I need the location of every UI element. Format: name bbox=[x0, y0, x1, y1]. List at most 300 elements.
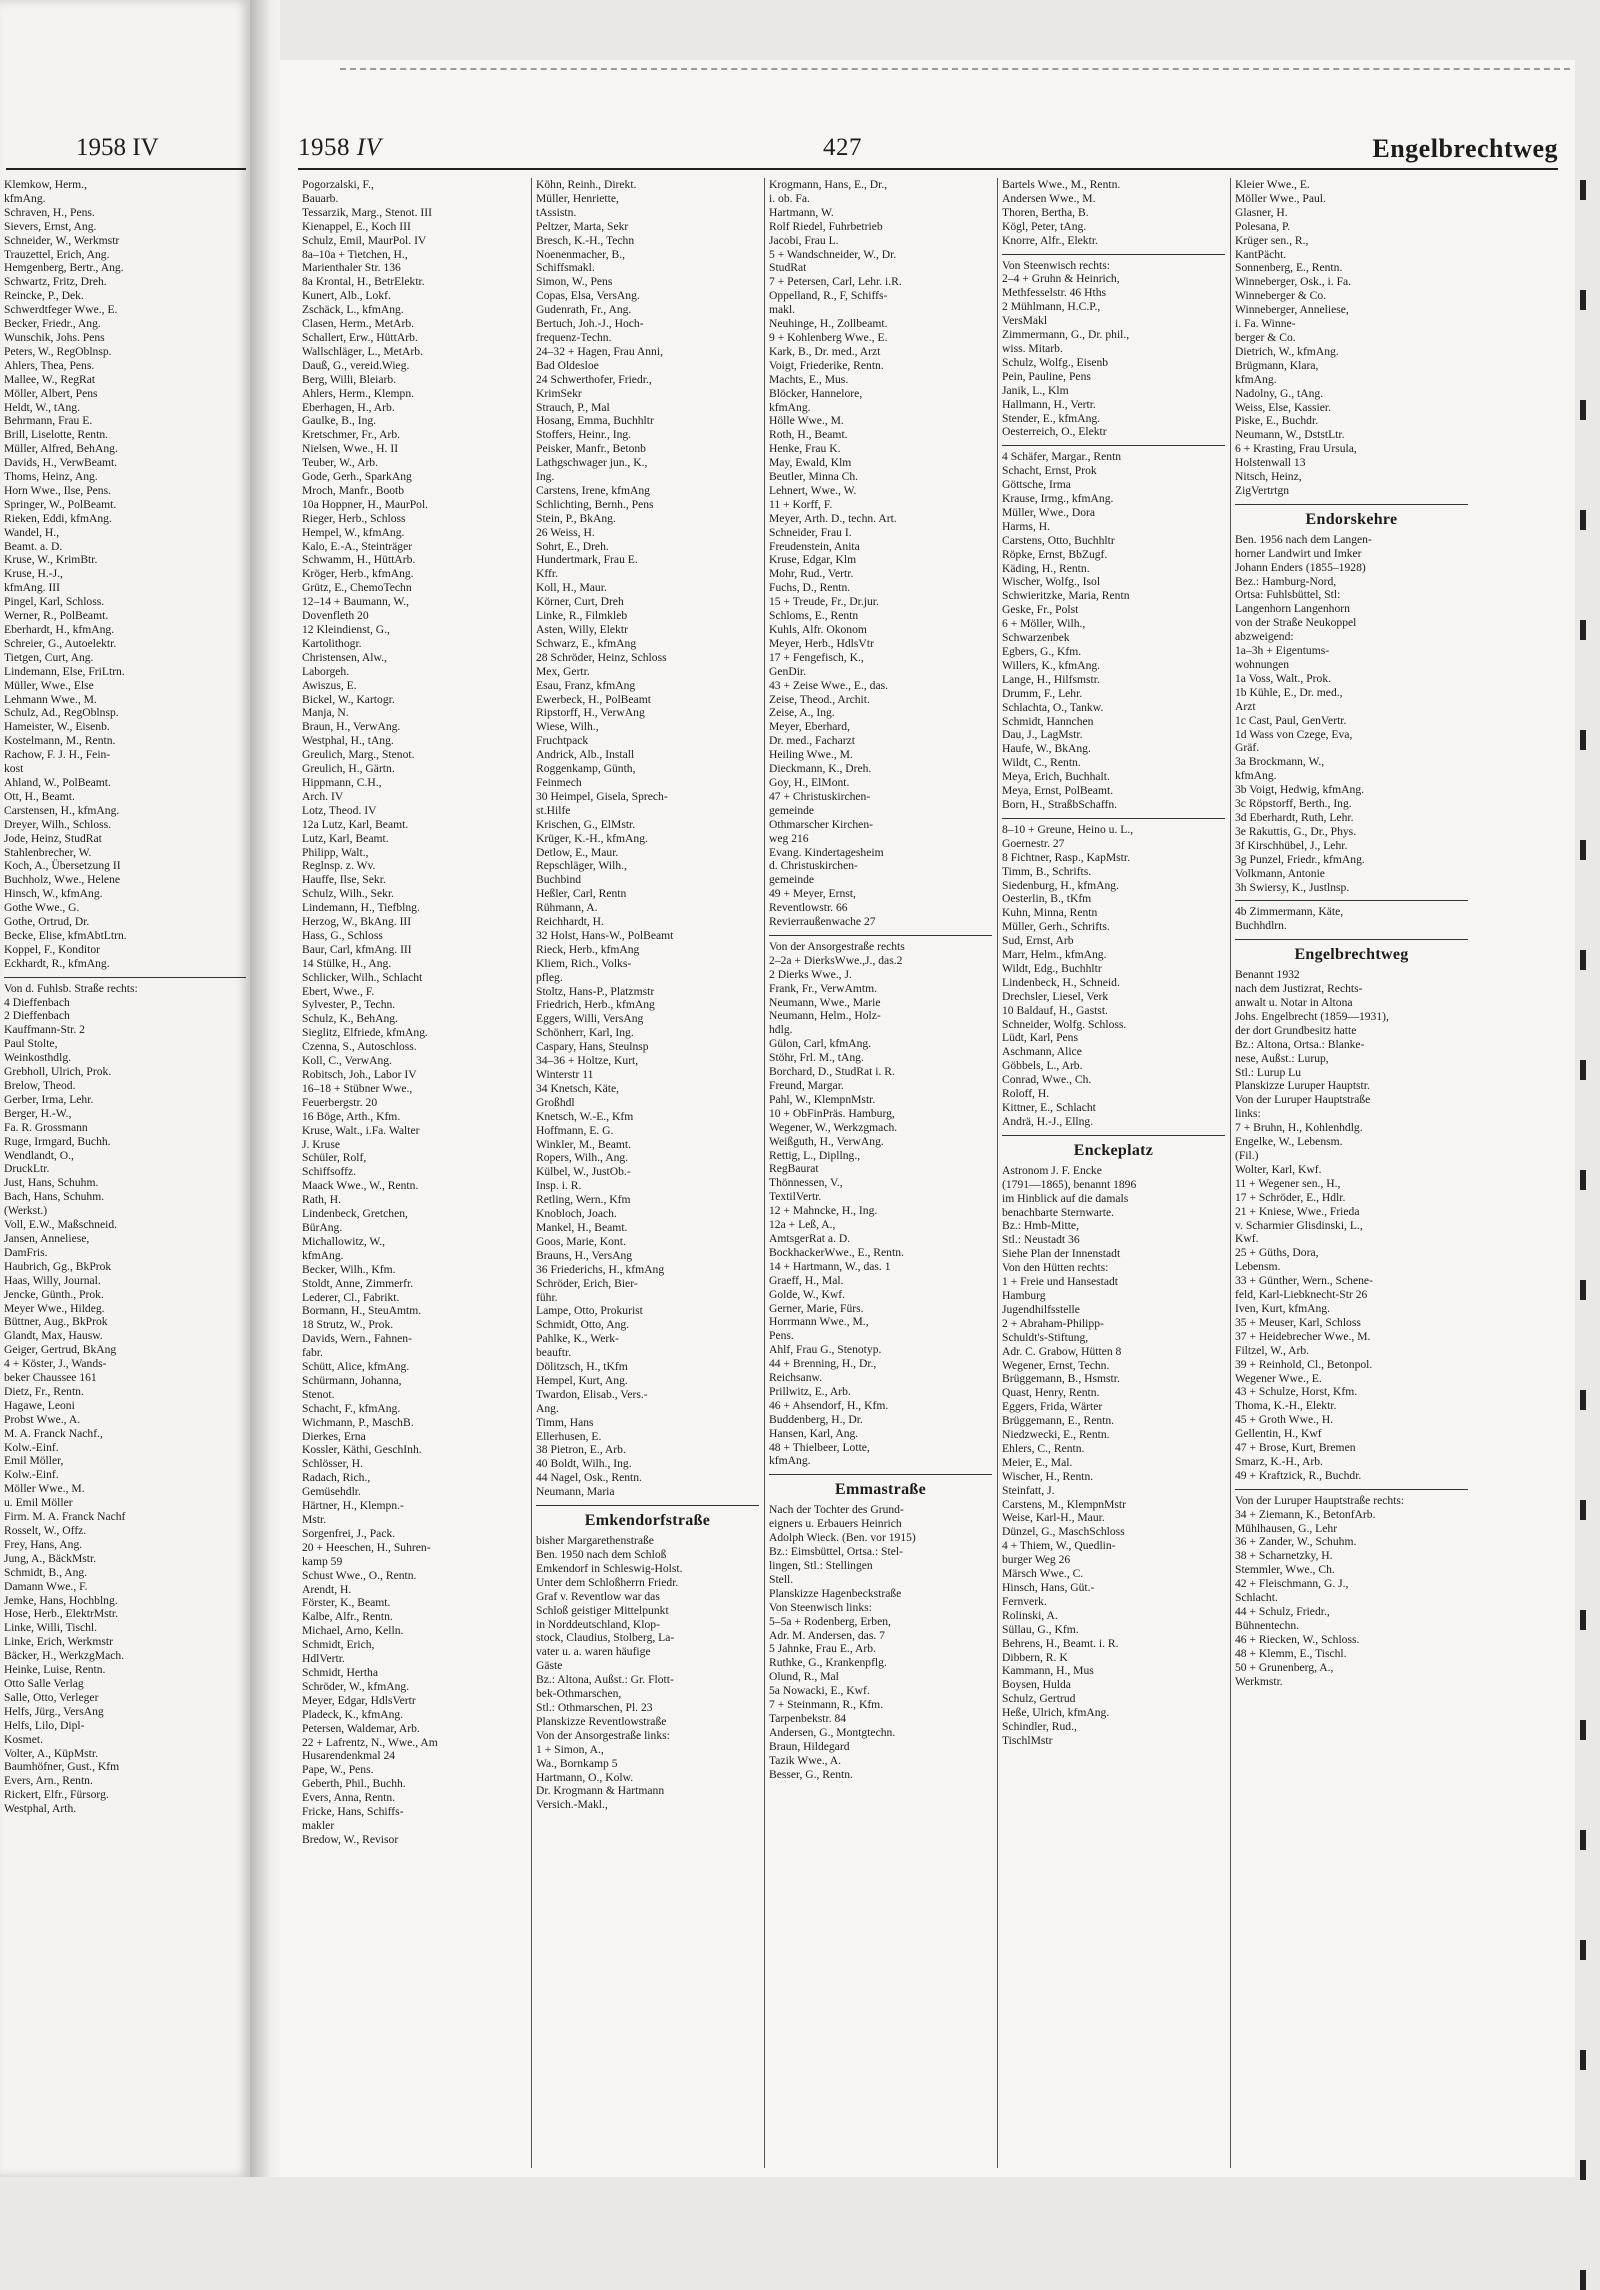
directory-entry: Möller Wwe., M. bbox=[4, 1482, 85, 1496]
directory-entry: Davids, H., VerwBeamt. bbox=[4, 456, 118, 470]
directory-entry: Schulz, Gertrud bbox=[1002, 1692, 1076, 1706]
directory-entry: Lüdt, Karl, Pens bbox=[1002, 1031, 1078, 1045]
directory-entry: Kienappel, E., Koch III bbox=[302, 219, 411, 233]
directory-entry: Linke, R., Filmkleb bbox=[536, 609, 628, 623]
directory-entry: kfmAng. bbox=[769, 400, 811, 414]
directory-entry: Reglnsp. z. Wv. bbox=[302, 859, 376, 873]
directory-entry: Müller, Henriette, bbox=[536, 191, 619, 205]
directory-entry: Wischer, H., Rentn. bbox=[1002, 1469, 1094, 1483]
directory-page bbox=[280, 60, 1575, 2177]
directory-entry: Winneberger, Anneliese, bbox=[1235, 303, 1349, 317]
directory-entry: Krause, Irmg., kfmAng. bbox=[1002, 492, 1114, 506]
directory-entry: Goernestr. 27 bbox=[1002, 836, 1065, 850]
directory-entry: 46 + Riecken, W., Schloss. bbox=[1235, 1632, 1360, 1646]
directory-entry: 1a Voss, Walt., Prok. bbox=[1235, 671, 1332, 685]
directory-entry: 5a Nowacki, E., Kwf. bbox=[769, 1684, 870, 1698]
directory-entry: Stender, E., kfmAng. bbox=[1002, 411, 1101, 425]
directory-entry: 11 + Korff, F. bbox=[769, 497, 833, 511]
directory-entry: Hansen, Karl, Ang. bbox=[769, 1426, 859, 1440]
directory-entry: wiss. Mitarb. bbox=[1002, 341, 1063, 355]
directory-entry: BockhackerWwe., E., Rentn. bbox=[769, 1245, 904, 1259]
directory-entry: Iven, Kurt, kfmAng. bbox=[1235, 1301, 1330, 1315]
directory-entry: Krischen, G., ElMstr. bbox=[536, 817, 636, 831]
directory-entry: Bez.: Hamburg-Nord, bbox=[1235, 574, 1337, 588]
section-divider bbox=[536, 1505, 759, 1506]
directory-entry: Probst Wwe., A. bbox=[4, 1412, 81, 1426]
directory-entry: Prillwitz, E., Arb. bbox=[769, 1384, 851, 1398]
directory-entry: Volkmann, Antonie bbox=[1235, 866, 1325, 880]
directory-entry: Conrad, Wwe., Ch. bbox=[1002, 1073, 1092, 1087]
directory-entry: 4 Dieffenbach bbox=[4, 995, 70, 1009]
directory-entry: Ahlf, Frau G., Stenotyp. bbox=[769, 1343, 882, 1357]
directory-entry: Gerner, Marie, Fürs. bbox=[769, 1301, 864, 1315]
directory-entry: Neumann, Wwe., Marie bbox=[769, 995, 881, 1009]
page-year: 1958 IV bbox=[298, 134, 382, 161]
directory-entry: Siehe Plan der Innenstadt bbox=[1002, 1247, 1121, 1261]
directory-entry: Gode, Gerh., SparkAng bbox=[302, 470, 412, 484]
directory-entry: 25 + Güths, Dora, bbox=[1235, 1246, 1319, 1260]
directory-entry: Adr. M. Andersen, das. 7 bbox=[769, 1628, 885, 1642]
directory-entry: Henke, Frau K. bbox=[769, 442, 841, 456]
directory-entry: Gäste bbox=[536, 1659, 563, 1673]
directory-entry: Göttsche, Irma bbox=[1002, 478, 1071, 492]
directory-entry: Lathgschwager jun., K., bbox=[536, 456, 648, 470]
directory-entry: Ang. bbox=[536, 1401, 559, 1415]
directory-entry: Feinmech bbox=[536, 775, 582, 789]
directory-entry: Geberth, Phil., Buchh. bbox=[302, 1777, 406, 1791]
directory-entry: Mallee, W., RegRat bbox=[4, 372, 96, 386]
directory-entry: Besser, G., Rentn. bbox=[769, 1767, 853, 1781]
section-divider bbox=[1002, 254, 1225, 255]
directory-entry: Peters, W., RegOblnsp. bbox=[4, 344, 112, 358]
directory-entry: makler bbox=[302, 1818, 335, 1832]
directory-entry: beauftr. bbox=[536, 1346, 572, 1360]
directory-entry: Andersen, G., Montgtechn. bbox=[769, 1725, 896, 1739]
directory-entry: Steinfatt, J. bbox=[1002, 1483, 1055, 1497]
directory-entry: Meya, Erich, Buchhalt. bbox=[1002, 770, 1110, 784]
directory-entry: Härtner, H., Klempn.- bbox=[302, 1499, 404, 1513]
directory-entry: Stöhr, Frl. M., tAng. bbox=[769, 1051, 864, 1065]
directory-entry: Pahl, W., KlempnMstr. bbox=[769, 1092, 876, 1106]
street-heading: Emkendorfstraße bbox=[584, 1512, 711, 1530]
directory-entry: Egbers, G., Kfm. bbox=[1002, 645, 1082, 658]
directory-entry: stock, Claudius, Stolberg, La- bbox=[536, 1631, 675, 1645]
directory-column bbox=[764, 178, 992, 2168]
directory-entry: Schlösser, H. bbox=[302, 1457, 364, 1471]
directory-entry: Andersen Wwe., M. bbox=[1002, 191, 1096, 205]
directory-entry: Schlicker, Wilh., Schlacht bbox=[302, 970, 423, 984]
directory-entry: Koll, H., Maur. bbox=[536, 581, 607, 595]
directory-entry: 34–36 + Holtze, Kurt, bbox=[536, 1054, 639, 1068]
directory-entry: Zschäck, L., kfmAng. bbox=[302, 303, 404, 317]
directory-entry: Heße, Ulrich, kfmAng. bbox=[1002, 1706, 1110, 1720]
directory-entry: Fa. R. Grossmann bbox=[4, 1120, 88, 1134]
directory-entry: Mex, Gertr. bbox=[536, 664, 590, 678]
directory-entry: 38 + Scharnetzky, H. bbox=[1235, 1549, 1333, 1563]
directory-entry: Winkler, M., Beamt. bbox=[536, 1137, 632, 1151]
directory-entry: kfmAng. bbox=[302, 1248, 344, 1262]
directory-entry: Stl.: Othmarschen, Pl. 23 bbox=[536, 1700, 653, 1714]
directory-entry: Schulz, Wilh., Sekr. bbox=[302, 887, 395, 901]
directory-entry: 14 Stülke, H., Ang. bbox=[302, 956, 392, 970]
directory-entry: 2 Dieffenbach bbox=[4, 1009, 70, 1023]
directory-entry: Kolw.-Einf. bbox=[4, 1468, 59, 1482]
directory-entry: kfmAng. III bbox=[4, 581, 61, 595]
directory-entry: Wallschläger, L., MetArb. bbox=[302, 344, 423, 358]
directory-entry: Sud, Ernst, Arb bbox=[1002, 934, 1074, 948]
directory-entry: 47 + Christuskirchen- bbox=[769, 789, 871, 803]
section-divider bbox=[1235, 1489, 1468, 1490]
directory-entry: Linke, Erich, Werkmstr bbox=[4, 1635, 113, 1649]
directory-entry: Stoffers, Heinr., Ing. bbox=[536, 428, 632, 442]
directory-entry: Freund, Margar. bbox=[769, 1079, 844, 1092]
directory-entry: Copas, Elsa, VersAng. bbox=[536, 289, 640, 303]
directory-entry: 8 Fichtner, Rasp., KapMstr. bbox=[1002, 850, 1131, 864]
directory-entry: i. Fa. Winne- bbox=[1235, 317, 1296, 331]
directory-entry: Lutz, Karl, Beamt. bbox=[302, 831, 389, 845]
directory-entry: Holstenwall 13 bbox=[1235, 456, 1306, 470]
directory-entry: 12–14 + Baumann, W., bbox=[302, 595, 410, 609]
directory-entry: Drumm, F., Lehr. bbox=[1002, 686, 1083, 700]
directory-entry: Langenhorn Langenhorn bbox=[1235, 602, 1350, 616]
directory-entry: Hosang, Emma, Buchhltr bbox=[536, 414, 654, 428]
directory-entry: Neuhinge, H., Zollbeamt. bbox=[769, 317, 888, 331]
directory-entry: Drechsler, Liesel, Verk bbox=[1002, 989, 1109, 1003]
directory-entry: kfmAng. bbox=[769, 1454, 811, 1468]
directory-entry: 43 + Schulze, Horst, Kfm. bbox=[1235, 1385, 1358, 1399]
directory-entry: Lebensm. bbox=[1235, 1260, 1281, 1274]
directory-entry: der dort Grundbesitz hatte bbox=[1235, 1023, 1357, 1037]
directory-entry: 1d Wass von Czege, Eva, bbox=[1235, 727, 1353, 741]
directory-entry: 28 Schröder, Heinz, Schloss bbox=[536, 650, 667, 664]
directory-entry: Bormann, H., SteuAmtm. bbox=[302, 1304, 422, 1318]
directory-entry: 4 Schäfer, Margar., Rentn bbox=[1002, 450, 1122, 464]
directory-entry: in Norddeutschland, Klop- bbox=[536, 1617, 660, 1631]
directory-entry: Röpke, Ernst, BbZugf. bbox=[1002, 547, 1108, 561]
directory-entry: Pein, Pauline, Pens bbox=[1002, 369, 1091, 383]
directory-entry: 20 + Heeschen, H., Suhren- bbox=[302, 1540, 431, 1554]
directory-entry: Eggers, Frida, Wärter bbox=[1002, 1400, 1103, 1414]
directory-entry: 42 + Fleischmann, G. J., bbox=[1235, 1577, 1349, 1591]
directory-entry: Eberhardt, H., kfmAng. bbox=[4, 623, 115, 636]
directory-entry: 2 Mühlmann, H.C.P., bbox=[1002, 300, 1101, 314]
directory-entry: Müller, Wwe., Dora bbox=[1002, 505, 1096, 519]
directory-entry: Buchbind bbox=[536, 873, 582, 887]
directory-entry: Lehnert, Wwe., W. bbox=[769, 483, 857, 497]
directory-entry: Johs. Engelbrecht (1859—1931), bbox=[1235, 1009, 1389, 1023]
directory-entry: Ellerhusen, E. bbox=[536, 1429, 602, 1443]
directory-entry: Zeise, Theod., Archit. bbox=[769, 692, 870, 706]
directory-entry: Möller, Albert, Pens bbox=[4, 386, 98, 400]
directory-entry: Arch. IV bbox=[302, 789, 344, 803]
directory-entry: Brill, Liselotte, Rentn. bbox=[4, 428, 109, 442]
directory-entry: Stoldt, Anne, Zimmerfr. bbox=[302, 1276, 414, 1290]
directory-entry: Rolf Riedel, Fuhrbetrieb bbox=[769, 219, 883, 233]
directory-entry: Horrmann Wwe., M., bbox=[769, 1315, 869, 1329]
directory-entry: Adr. C. Grabow, Hütten 8 bbox=[1002, 1344, 1122, 1358]
directory-entry: KantPächt. bbox=[1235, 247, 1287, 261]
directory-entry: Wildt, C., Rentn. bbox=[1002, 756, 1081, 770]
directory-entry: 37 + Heidebrecher Wwe., M. bbox=[1235, 1329, 1371, 1343]
directory-entry: Smarz, K.-H., Arb. bbox=[1235, 1454, 1323, 1468]
directory-entry: Becker, Wilh., Kfm. bbox=[302, 1262, 396, 1276]
directory-entry: Wegener, W., Werkzgmach. bbox=[769, 1120, 898, 1134]
directory-entry: 34 Knetsch, Käte, bbox=[536, 1081, 620, 1095]
directory-entry: Rachow, F. J. H., Fein- bbox=[4, 748, 111, 762]
directory-entry: Knetsch, W.-E., Kfm bbox=[536, 1109, 634, 1123]
directory-entry: Schröder, Erich, Bier- bbox=[536, 1276, 638, 1290]
directory-entry: Astronom J. F. Encke bbox=[1002, 1163, 1102, 1177]
directory-entry: 10 Baldauf, H., Gastst. bbox=[1002, 1003, 1108, 1017]
directory-entry: 4 + Thiem, W., Quedlin- bbox=[1002, 1539, 1116, 1553]
directory-entry: Jung, A., BäckMstr. bbox=[4, 1551, 97, 1565]
directory-entry: Thönnessen, V., bbox=[769, 1176, 843, 1190]
directory-entry: Schwarz, E., kfmAng bbox=[536, 636, 637, 650]
directory-entry: Schacht, Ernst, Prok bbox=[1002, 464, 1097, 478]
directory-entry: Tessarzik, Marg., Stenot. III bbox=[302, 205, 433, 219]
directory-entry: Von Steenwisch links: bbox=[769, 1600, 872, 1614]
directory-entry: Goy, H., ElMont. bbox=[769, 775, 850, 789]
directory-entry: Ott, H., Beamt. bbox=[4, 789, 75, 803]
directory-entry: Rühmann, A. bbox=[536, 901, 598, 915]
directory-entry: Just, Hans, Schuhm. bbox=[4, 1176, 99, 1190]
directory-entry: führ. bbox=[536, 1290, 558, 1304]
directory-entry: abzweigend: bbox=[1235, 630, 1294, 644]
directory-entry: 33 + Günther, Wern., Schene- bbox=[1235, 1274, 1373, 1288]
directory-entry: kfmAng. bbox=[1235, 769, 1277, 783]
directory-entry: Engelke, W., Lebensm. bbox=[1235, 1135, 1343, 1149]
directory-entry: Olund, R., Mal bbox=[769, 1670, 839, 1684]
street-heading: Endorskehre bbox=[1305, 510, 1398, 528]
directory-entry: Ahlers, Thea, Pens. bbox=[4, 358, 95, 372]
directory-entry: Schulz, Wolfg., Eisenb bbox=[1002, 355, 1109, 369]
directory-entry: Sieglitz, Elfriede, kfmAng. bbox=[302, 1026, 428, 1040]
directory-entry: Bresch, K.-H., Techn bbox=[536, 233, 635, 247]
directory-entry: Evang. Kindertagesheim bbox=[769, 845, 884, 859]
directory-entry: Emkendorf in Schleswig-Holst. bbox=[536, 1561, 683, 1575]
directory-entry: 16 Böge, Arth., Kfm. bbox=[302, 1109, 401, 1123]
directory-entry: RegBaurat bbox=[769, 1162, 819, 1176]
directory-entry: Von der Luruper Hauptstraße bbox=[1235, 1093, 1371, 1107]
directory-entry: 44 + Brenning, H., Dr., bbox=[769, 1357, 877, 1371]
directory-entry: 2–2a + DierksWwe.,J., das.2 bbox=[769, 953, 903, 967]
directory-entry: 49 + Kraftzick, R., Buchdr. bbox=[1235, 1468, 1362, 1482]
directory-entry: Lederer, Cl., Fabrikt. bbox=[302, 1290, 400, 1304]
directory-entry: Bad Oldesloe bbox=[536, 358, 599, 372]
directory-entry: Pogorzalski, F., bbox=[302, 178, 374, 191]
directory-entry: Goos, Marie, Kont. bbox=[536, 1234, 626, 1248]
directory-entry: 44 + Schulz, Friedr., bbox=[1235, 1605, 1330, 1618]
directory-entry: Bäcker, H., WerkzgMach. bbox=[4, 1649, 125, 1663]
directory-entry: Gaulke, B., Ing. bbox=[302, 414, 377, 428]
directory-entry: Hartmann, W. bbox=[769, 205, 834, 219]
directory-entry: Heinke, Luise, Rentn. bbox=[4, 1663, 106, 1677]
directory-entry: Trauzettel, Erich, Ang. bbox=[4, 247, 110, 261]
directory-entry: Greulich, H., Gärtn. bbox=[302, 762, 395, 776]
directory-entry: AmtsgerRat a. D. bbox=[769, 1231, 851, 1245]
directory-entry: 35 + Meuser, Karl, Schloss bbox=[1235, 1315, 1361, 1329]
directory-entry: Davids, Wern., Fahnen- bbox=[302, 1332, 412, 1346]
directory-entry: Schönherr, Karl, Ing. bbox=[536, 1026, 634, 1040]
directory-entry: Wiese, Wilh., bbox=[536, 720, 599, 734]
directory-entry: Lindemann, H., Tiefblng. bbox=[302, 901, 420, 915]
directory-entry: Ewerbeck, H., PolBeamt bbox=[536, 692, 651, 706]
directory-entry: im Hinblick auf die damals bbox=[1002, 1191, 1129, 1205]
directory-entry: 3g Punzel, Friedr., kfmAng. bbox=[1235, 852, 1365, 866]
directory-entry: Gothe, Ortrud, Dr. bbox=[4, 915, 90, 929]
directory-entry: Christensen, Alw., bbox=[302, 650, 387, 664]
directory-entry: Mstr. bbox=[302, 1513, 327, 1526]
directory-entry: 3d Eberhardt, Ruth, Lehr. bbox=[1235, 810, 1354, 824]
directory-entry: Caspary, Hans, Steulnsp bbox=[536, 1040, 649, 1054]
directory-entry: Mankel, H., Beamt. bbox=[536, 1220, 628, 1234]
directory-entry: Lange, H., Hilfsmstr. bbox=[1002, 672, 1100, 686]
directory-entry: Husarendenkmal 24 bbox=[302, 1749, 396, 1763]
directory-entry: 6 + Möller, Wilh., bbox=[1002, 617, 1086, 631]
directory-entry: Schulz, Emil, MaurPol. IV bbox=[302, 233, 427, 247]
directory-entry: Neumann, Helm., Holz- bbox=[769, 1009, 881, 1023]
directory-entry: Borchard, D., StudRat i. R. bbox=[769, 1065, 895, 1079]
directory-entry: Haufe, W., BkAng. bbox=[1002, 742, 1091, 756]
directory-entry: Czenna, S., Autoschloss. bbox=[302, 1040, 417, 1054]
directory-entry: 8–10 + Greune, Heino u. L., bbox=[1002, 822, 1134, 836]
directory-entry: Weise, Karl-H., Maur. bbox=[1002, 1511, 1105, 1525]
directory-entry: Hallmann, H., Vertr. bbox=[1002, 397, 1096, 411]
directory-entry: Michael, Arno, Kelln. bbox=[302, 1624, 404, 1638]
directory-entry: 3c Röpstorff, Berth., Ing. bbox=[1235, 797, 1352, 811]
directory-entry: i. ob. Fa. bbox=[769, 191, 810, 205]
directory-entry: 14 + Hartmann, W., das. 1 bbox=[769, 1259, 891, 1273]
directory-entry: Sorgenfrei, J., Pack. bbox=[302, 1526, 396, 1540]
directory-entry: 17 + Schröder, E., Hdlr. bbox=[1235, 1190, 1346, 1204]
directory-entry: Heßler, Carl, Rentn bbox=[536, 887, 627, 901]
directory-entry: 5–5a + Rodenberg, Erben, bbox=[769, 1614, 891, 1628]
directory-entry: Sohrt, E., Dreh. bbox=[536, 539, 609, 553]
directory-entry: Reichsanw. bbox=[769, 1371, 823, 1385]
section-divider bbox=[769, 1474, 992, 1475]
directory-entry: 22 + Lafrentz, N., Wwe., Am bbox=[302, 1735, 438, 1749]
directory-entry: GenDir. bbox=[769, 664, 807, 678]
directory-entry: 48 + Klemm, E., Tischl. bbox=[1235, 1646, 1347, 1660]
directory-entry: Haas, Willy, Journal. bbox=[4, 1273, 101, 1287]
directory-entry: Wildt, Edg., Buchhltr bbox=[1002, 961, 1102, 975]
directory-entry: Pladeck, K., kfmAng. bbox=[302, 1707, 404, 1721]
directory-entry: Schwartz, Fritz, Dreh. bbox=[4, 275, 107, 289]
directory-columns bbox=[298, 178, 1558, 2168]
directory-entry: Meyer, Edgar, HdlsVertr bbox=[302, 1693, 416, 1707]
directory-entry: Mohr, Rud., Vertr. bbox=[769, 567, 854, 581]
directory-entry: Buchholz, Wwe., Helene bbox=[4, 873, 121, 887]
directory-entry: Müller, Wwe., Else bbox=[4, 678, 94, 692]
section-divider bbox=[1235, 504, 1468, 505]
directory-entry: Wandel, H., bbox=[4, 525, 60, 539]
directory-entry: Westphal, Arth. bbox=[4, 1802, 77, 1816]
directory-entry: Strauch, P., Mal bbox=[536, 400, 610, 414]
directory-entry: Schacht, F., kfmAng. bbox=[302, 1401, 401, 1415]
directory-entry: Kossler, Käthi, GeschInh. bbox=[302, 1443, 422, 1457]
directory-entry: Heiling Wwe., M. bbox=[769, 748, 853, 762]
left-page-header bbox=[6, 128, 246, 170]
section-divider bbox=[1002, 1135, 1225, 1136]
directory-entry: Hass, G., Schloss bbox=[302, 928, 383, 942]
directory-entry: Lehmann Wwe., M. bbox=[4, 692, 97, 706]
directory-entry: Willers, K., kfmAng. bbox=[1002, 658, 1101, 672]
directory-entry: Laborgeh. bbox=[302, 664, 350, 678]
directory-entry: Aschmann, Alice bbox=[1002, 1045, 1082, 1059]
directory-entry: Behrmann, Frau E. bbox=[4, 414, 93, 428]
directory-entry: Lotz, Theod. IV bbox=[302, 803, 377, 817]
directory-entry: Dovenfleth 20 bbox=[302, 609, 369, 623]
directory-entry: 4b Zimmermann, Käte, bbox=[1235, 905, 1344, 919]
directory-entry: Dierkes, Erna bbox=[302, 1429, 366, 1443]
directory-entry: Von der Ansorgestraße links: bbox=[536, 1728, 670, 1742]
directory-entry: 50 + Grunenberg, A., bbox=[1235, 1660, 1334, 1674]
directory-entry: vater u. a. waren häufige bbox=[536, 1645, 651, 1659]
directory-entry: Filtzel, W., Arb. bbox=[1235, 1343, 1310, 1357]
directory-entry: benachbarte Sternwarte. bbox=[1002, 1205, 1115, 1219]
directory-entry: Fuchs, D., Rentn. bbox=[769, 581, 851, 595]
directory-entry: Fernverk. bbox=[1002, 1594, 1047, 1608]
directory-entry: kamp 59 bbox=[302, 1554, 343, 1568]
directory-entry: gemeinde bbox=[769, 803, 815, 817]
directory-entry: Weißguth, H., VerwAng. bbox=[769, 1134, 884, 1148]
directory-entry: Göbbels, L., Arb. bbox=[1002, 1059, 1083, 1073]
directory-entry: Stell. bbox=[769, 1572, 794, 1586]
directory-entry: Lindenbeck, H., Schneid. bbox=[1002, 975, 1120, 989]
directory-entry: Schulz, Ad., RegOblnsp. bbox=[4, 706, 119, 720]
directory-entry: Oesterreich, O., Elektr bbox=[1002, 425, 1107, 439]
directory-entry: Behrens, H., Beamt. i. R. bbox=[1002, 1636, 1119, 1650]
directory-entry: Mühlhausen, G., Lehr bbox=[1235, 1521, 1338, 1535]
directory-entry: Koppel, F., Konditor bbox=[4, 942, 101, 956]
directory-entry: Kretschmer, Fr., Arb. bbox=[302, 428, 401, 442]
directory-entry: 1a–3h + Eigentums- bbox=[1235, 644, 1330, 658]
directory-entry: Noenenmacher, B., bbox=[536, 247, 626, 261]
directory-entry: Reventlowstr. 66 bbox=[769, 901, 848, 915]
directory-entry: Dünzel, G., MaschSchloss bbox=[1002, 1525, 1125, 1539]
directory-entry: Ropers, Wilh., Ang. bbox=[536, 1151, 629, 1165]
directory-entry: Radach, Rich., bbox=[302, 1471, 371, 1485]
directory-entry: Esau, Franz, kfmAng bbox=[536, 678, 636, 692]
directory-entry: 38 Pietron, E., Arb. bbox=[536, 1443, 626, 1457]
directory-entry: 26 Weiss, H. bbox=[536, 525, 595, 539]
directory-entry: Beamt. a. D. bbox=[4, 539, 63, 553]
directory-entry: Märsch Wwe., C. bbox=[1002, 1567, 1084, 1581]
directory-entry: Evers, Arn., Rentn. bbox=[4, 1774, 93, 1788]
directory-entry: Großhdl bbox=[536, 1095, 575, 1109]
directory-entry: Stein, P., BkAng. bbox=[536, 511, 616, 525]
directory-entry: 16–18 + Stübner Wwe., bbox=[302, 1081, 413, 1095]
directory-entry: Dau, J., LagMstr. bbox=[1002, 728, 1083, 742]
directory-entry: HdlVertr. bbox=[302, 1652, 345, 1666]
directory-entry: DamFris. bbox=[4, 1245, 48, 1259]
section-divider bbox=[769, 935, 992, 936]
directory-entry: 8a–10a + Tietchen, H., bbox=[302, 247, 408, 261]
directory-entry: Dreyer, Wilh., Schloss. bbox=[4, 817, 112, 831]
directory-entry: Stemmler, Wwe., Ch. bbox=[1235, 1563, 1335, 1577]
directory-entry: Winneberger, Osk., i. Fa. bbox=[1235, 275, 1352, 289]
directory-entry: Brügmann, Klara, bbox=[1235, 358, 1319, 372]
directory-entry: Meyer, Eberhard, bbox=[769, 720, 850, 734]
directory-entry: Ahland, W., PolBeamt. bbox=[4, 775, 111, 789]
directory-entry: Polesana, P. bbox=[1235, 219, 1291, 233]
directory-entry: Hoffmann, E. G. bbox=[536, 1123, 614, 1137]
directory-entry: Meyer Wwe., Hildeg. bbox=[4, 1301, 105, 1315]
directory-entry: Hartmann, O., Kolw. bbox=[536, 1770, 634, 1784]
directory-entry: 1 + Simon, A., bbox=[536, 1742, 604, 1756]
directory-entry: Teuber, W., Arb. bbox=[302, 456, 379, 470]
directory-entry: Firm. M. A. Franck Nachf bbox=[4, 1510, 126, 1524]
